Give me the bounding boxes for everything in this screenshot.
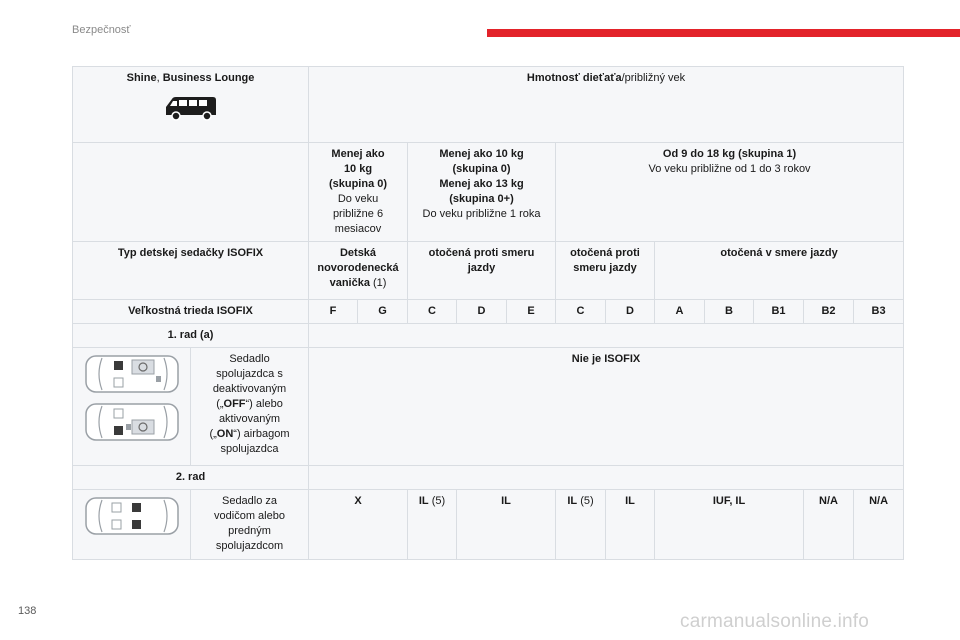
size-class-cell: B1 [754,300,804,324]
row-2-value: N/A [804,490,854,560]
row-2-icon-cell [73,490,191,560]
row-2-value: IL (5) [556,490,606,560]
section-title: Bezpečnosť [72,24,131,36]
car-top-rear-seats-icon [84,496,180,536]
size-row-label: Veľkostná trieda ISOFIX [73,300,309,324]
weight-header-cell: Hmotnosť dieťaťa/približný vek [309,67,904,143]
size-class-cell: C [408,300,457,324]
size-class-cell: C [556,300,606,324]
row-2-value: IL [606,490,655,560]
type-forward-facing-cell: otočená v smere jazdy [655,242,904,300]
size-class-cell: B [705,300,754,324]
group-0-cell: Menej ako 10 kg (skupina 0) Do veku približne 6 mesiacov [309,143,408,242]
header-accent-bar [487,29,960,37]
car-top-passenger-seat-off-icon [84,354,180,394]
size-class-cell: D [457,300,507,324]
size-class-cell: D [606,300,655,324]
type-row-label: Typ detskej sedačky ISOFIX [73,242,309,300]
row-2-seat-description: Sedadlo za vodičom alebo predným spolujazdcom [191,490,309,560]
row-1-title: 1. rad (a) [73,324,309,348]
size-class-cell: B2 [804,300,854,324]
page-number: 138 [18,605,37,617]
row-2-value: IL (5) [408,490,457,560]
type-rear-facing-cell-1: otočená proti smeru jazdy [408,242,556,300]
trim-1: Shine [126,72,157,84]
row-1-value: Nie je ISOFIX [309,348,904,466]
type-carrycot-cell: Detská novorodenecká vanička (1) [309,242,408,300]
row-2-value: IUF, IL [655,490,804,560]
empty-cell [309,466,904,490]
group-0plus-cell: Menej ako 10 kg (skupina 0) Menej ako 13 kg (skupina 0+) Do veku približne 1 roka [408,143,556,242]
row-1-icons-cell [73,348,191,466]
row-2-value: IL [457,490,556,560]
watermark: carmanualsonline.info [680,611,870,632]
empty-cell [309,324,904,348]
row-2-value: N/A [854,490,904,560]
isofix-table [72,66,904,560]
type-rear-facing-cell-2: otočená proti smeru jazdy [556,242,655,300]
row-2-title: 2. rad [73,466,309,490]
empty-cell [73,143,309,242]
size-class-cell: E [507,300,556,324]
van-side-icon [163,94,219,122]
row-2-value: X [309,490,408,560]
trim-header-cell: Shine, Business Lounge [73,67,309,143]
row-1-seat-description: Sedadlo spolujazdca s deaktivovaným („OFF“) alebo aktivovaným („ON“) airbagom spolujazdca [191,348,309,466]
trim-2: Business Lounge [162,72,255,84]
group-1-cell: Od 9 do 18 kg (skupina 1) Vo veku približne od 1 do 3 rokov [556,143,904,242]
size-class-cell: A [655,300,705,324]
size-class-cell: G [358,300,408,324]
car-top-passenger-seat-on-icon [84,402,180,442]
size-class-cell: B3 [854,300,904,324]
size-class-cell: F [309,300,358,324]
